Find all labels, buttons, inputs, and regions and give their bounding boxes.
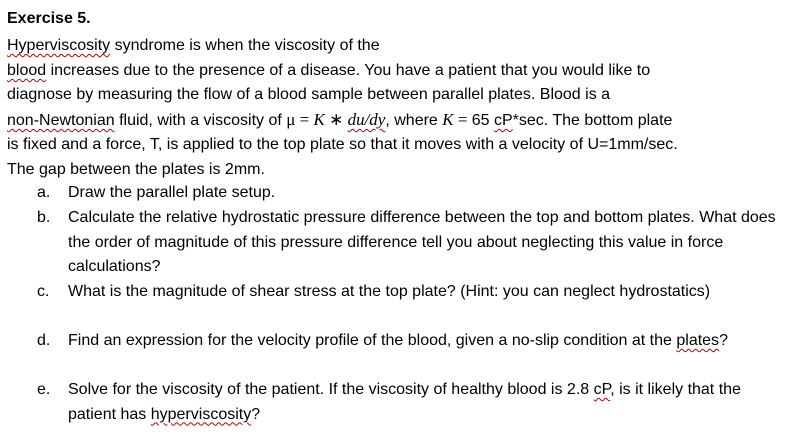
list-item-text-part: Solve for the viscosity of the patient. If the viscosity of healthy blood is 2.8 [68,381,594,398]
list-item-text-part: Find an expression for the velocity profile of the blood, given a no-slip condition at the [68,332,677,349]
list-item-text: Draw the parallel plate setup. [68,184,276,201]
k-symbol: K [313,110,325,129]
spellcheck-word: non-Newtonian [7,112,115,129]
list-item-text [68,378,786,427]
equals-sign: = [295,110,314,129]
list-marker: c. [37,283,50,300]
list-item-text-part: ? [251,405,261,423]
intro-text: *sec. The bottom plate [512,112,673,129]
spellcheck-word: hyperviscosity [150,405,252,423]
intro-text: syndrome is when the viscosity of the [110,37,380,54]
spellcheck-word: cP [593,381,611,398]
intro-text: where [389,112,443,129]
exercise-title: Exercise 5. [7,10,91,27]
list-marker: a. [37,184,51,201]
list-item-text-part: , is it likely that the patient has [68,381,741,423]
intro-line-1 [7,36,380,56]
list-marker: d. [37,332,51,349]
intro-text: fluid, with a viscosity of [114,112,287,129]
list-item-text-part: ? [719,332,728,349]
spellcheck-word: cP [493,112,513,129]
spellcheck-word: plates [676,332,720,349]
mu-symbol: μ [286,110,296,129]
intro-line-5: is fixed and a force, T, is applied to the top plate so that it moves with a velocity of U=1mm/sec. [7,136,678,153]
list-item-text [68,329,786,354]
list-marker: e. [37,381,51,398]
intro-line-2 [7,61,650,81]
spellcheck-word: blood [7,62,47,79]
intro-line-3: diagnose by measuring the flow of a blood sample between parallel plates. Blood is a [7,86,611,103]
equals-sign: = [453,110,472,129]
list-item-text: What is the magnitude of shear stress at the top plate? (Hint: you can neglect hydrostatics) [68,283,711,300]
multiply-sign: ∗ [324,110,348,129]
spellcheck-word: Hyperviscosity [7,37,111,54]
intro-line-4 [7,110,672,131]
list-marker: b. [37,209,51,226]
intro-line-6: The gap between the plates is 2mm. [7,161,265,178]
intro-text: increases due to the presence of a disease. You have a patient that you would like to [46,62,651,79]
k-value: 65 [471,112,494,129]
viscosity-equation [286,110,385,129]
k-symbol: K [442,110,454,129]
list-item-text: Calculate the relative hydrostatic pressure difference between the top and bottom plates. What does the order of magnitude of this pressure difference tell you about neglecting this value in force calculations? [68,209,776,275]
comma: , [385,112,390,129]
derivative-term: du/dy [347,110,386,129]
